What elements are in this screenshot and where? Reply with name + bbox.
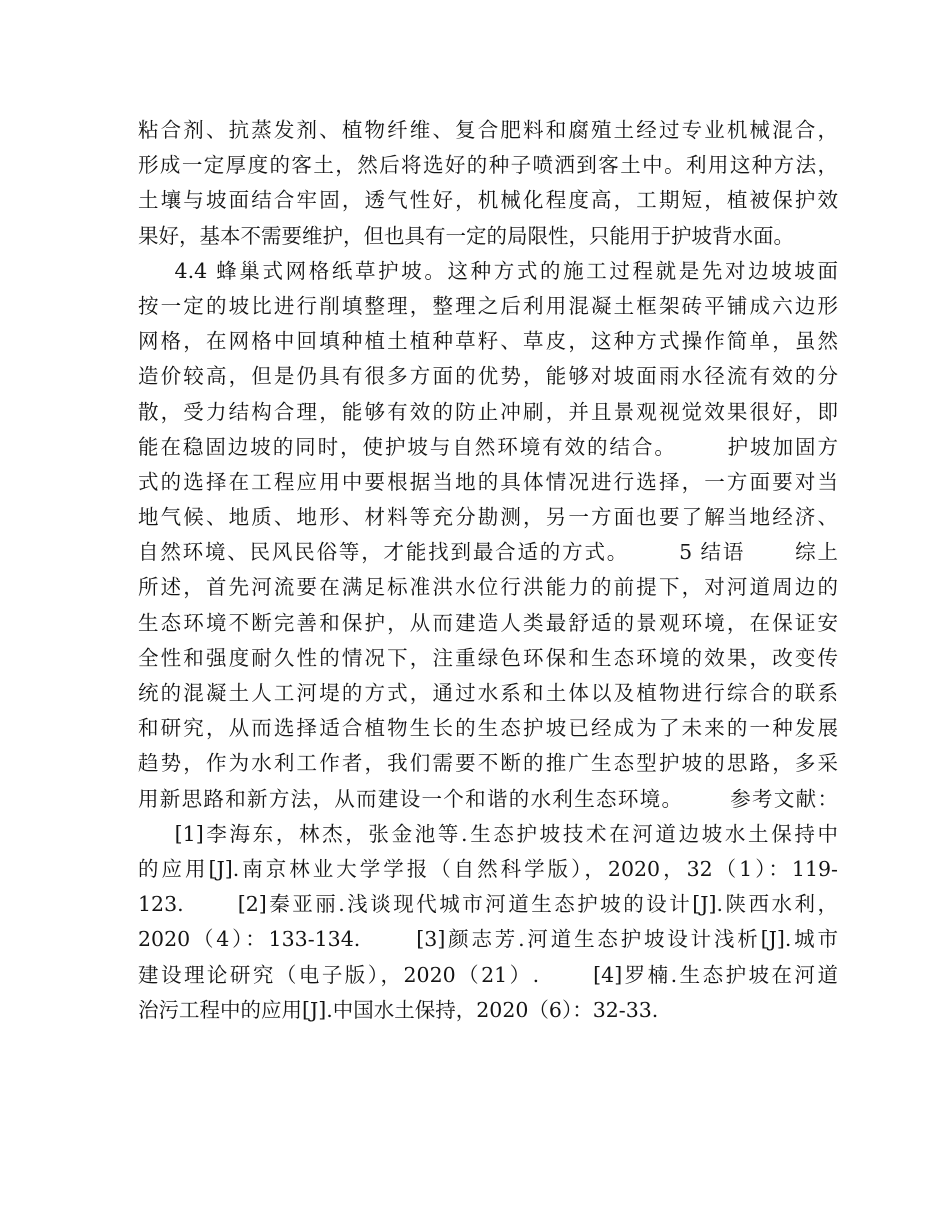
text-line: 按一定的坡比进行削填整理，整理之后利用混凝土框架砖平铺成六边形 [138,293,838,318]
text-line: 散，受力结构合理，能够有效的防止冲刷，并且景观视觉效果很好，即 [138,399,838,424]
text-line: 建设理论研究（电子版），2020（21）. [4]罗楠.生态护坡在河道 [138,962,838,987]
text-line: 和研究，从而选择适合植物生长的生态护坡已经成为了未来的一种发展 [138,716,838,741]
text-line: 治污工程中的应用[J].中国水土保持，2020（6）：32-33. [138,997,659,1022]
text-line: 自然环境、民风民俗等，才能找到最合适的方式。 5 结语 综上 [138,540,838,565]
text-line: 地气候、地质、地形、材料等充分勘测，另一方面也要了解当地经济、 [138,505,838,530]
text-line: 统的混凝土人工河堤的方式，通过水系和土体以及植物进行综合的联系 [138,681,838,705]
text-line: 形成一定厚度的客土，然后将选好的种子喷洒到客土中。利用这种方法， [138,153,838,178]
text-line: 的应用[J].南京林业大学学报（自然科学版），2020，32（1）：119- [138,856,838,881]
text-line: 用新思路和新方法，从而建设一个和谐的水利生态环境。 参考文献： [138,786,838,811]
text-line: 生态环境不断完善和保护，从而建造人类最舒适的景观环境，在保证安 [138,610,838,635]
text-line: 4.4 蜂巢式网格纸草护坡。这种方式的施工过程就是先对边坡坡面 [138,258,838,283]
text-line: 造价较高，但是仍具有很多方面的优势，能够对坡面雨水径流有效的分 [138,364,838,389]
text-line: 能在稳固边坡的同时，使护坡与自然环境有效的结合。 护坡加固方 [138,434,838,459]
text-line: 果好，基本不需要维护，但也具有一定的局限性，只能用于护坡背水面。 [138,223,794,248]
text-line: 2020（4）：133-134. [3]颜志芳.河道生态护坡设计浅析[J].城市 [138,927,838,952]
body-text [138,113,838,1028]
text-line: 123. [2]秦亚丽.浅谈现代城市河道生态护坡的设计[J].陕西水利， [138,892,838,917]
text-line: 趋势，作为水利工作者，我们需要不断的推广生态型护坡的思路，多采 [138,751,838,776]
text-line: 网格，在网格中回填种植土植种草籽、草皮，这种方式操作简单，虽然 [138,329,838,354]
text-line: 式的选择在工程应用中要根据当地的具体情况进行选择，一方面要对当 [138,469,838,494]
text-line: 所述，首先河流要在满足标准洪水位行洪能力的前提下，对河道周边的 [138,575,838,600]
text-line: 土壤与坡面结合牢固，透气性好，机械化程度高，工期短，植被保护效 [138,188,838,213]
text-line: 全性和强度耐久性的情况下，注重绿色环保和生态环境的效果，改变传 [138,645,838,670]
text-line: 粘合剂、抗蒸发剂、植物纤维、复合肥料和腐殖土经过专业机械混合， [138,118,838,142]
text-line: [1]李海东，林杰，张金池等.生态护坡技术在河道边坡水土保持中 [138,821,838,846]
